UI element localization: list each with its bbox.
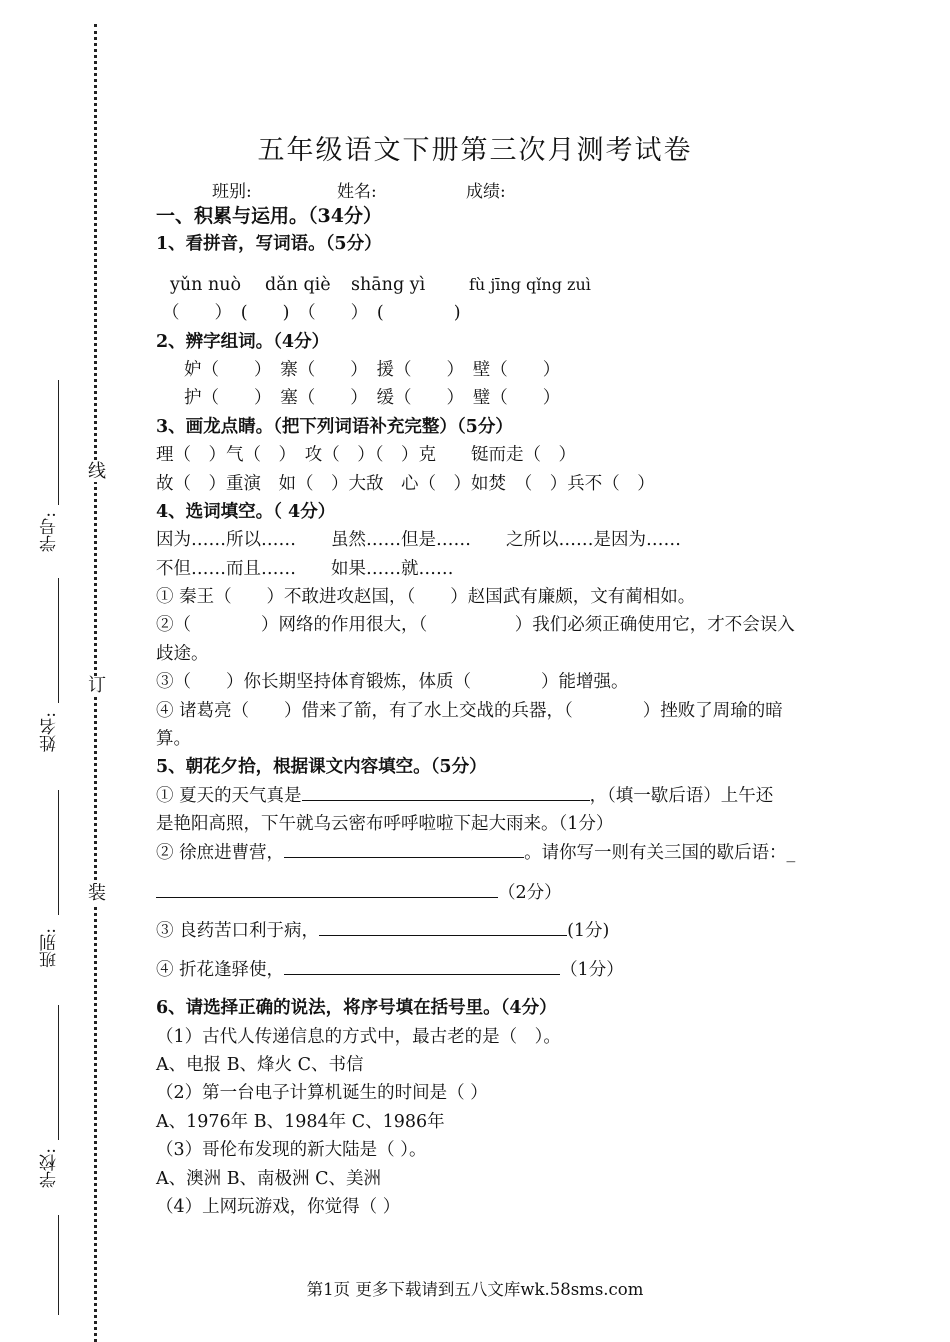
- q5-line1-tail: ，（填一歇后语）上午还: [589, 785, 774, 806]
- q5-blank-1[interactable]: [302, 783, 590, 801]
- binding-char-ding: 订: [88, 675, 106, 696]
- section-heading: 一、积累与运用。（34分）: [156, 205, 382, 227]
- q6-line5: （3）哥伦布发现的新大陆是（ ）。: [156, 1140, 427, 1161]
- pinyin-3: shāng yì: [351, 274, 426, 295]
- class-label: 班别:: [40, 928, 60, 968]
- q3-row2: 故（ ）重演 如（ ）大敌 心（ ）如焚 （ ）兵不（ ）: [156, 473, 655, 494]
- q1-pinyin-row: [156, 271, 836, 299]
- q5-line4-tail: （2分）: [498, 882, 562, 903]
- pinyin-2: dǎn qiè: [265, 274, 331, 295]
- q5-blank-5[interactable]: [284, 957, 560, 975]
- q5-line5-tail: (1分): [567, 921, 610, 942]
- q5-line3-text: ② 徐庶进曹营，: [156, 842, 285, 863]
- q5-line2: 是艳阳高照，下午就乌云密布呼呼啦啦下起大雨来。（1分）: [156, 814, 614, 835]
- q2-title: 2、辨字组词。（4分）: [156, 331, 330, 352]
- class-line: [58, 790, 59, 915]
- q4-sentence3: ③（ ）你长期坚持体育锻炼，体质（ ）能增强。: [156, 672, 629, 693]
- q6-line1: （1）古代人传递信息的方式中，最古老的是（ ）。: [156, 1026, 561, 1047]
- q4-sentence4-cont: 算。: [156, 729, 191, 750]
- q4-sentence1: ① 秦王（ ）不敢进攻赵国，（ ）赵国武有廉颇，文有蔺相如。: [156, 587, 696, 608]
- exam-content: [156, 202, 836, 1221]
- q5-line5: [156, 917, 836, 945]
- binding-char-zhuang: 装: [88, 883, 106, 904]
- q3-title: 3、画龙点睛。（把下列词语补充完整）（5分）: [156, 416, 513, 437]
- binding-char-xian: 线: [88, 461, 106, 482]
- q6-line3: （2）第一台电子计算机诞生的时间是（ ）: [156, 1083, 488, 1104]
- q2-row1: 妒（ ） 寨（ ） 援（ ） 壁（ ）: [184, 359, 561, 380]
- q5-line1-text: ① 夏天的天气真是: [156, 785, 302, 806]
- q5-blank-4[interactable]: [319, 918, 567, 936]
- pinyin-1: yǔn nuò: [170, 274, 242, 295]
- q5-line6: [156, 956, 836, 984]
- q5-line6-tail: （1分）: [560, 959, 624, 980]
- q4-sentence2: ②（ ）网络的作用很大，（ ）我们必须正确使用它，才不会误入: [156, 615, 795, 636]
- name-field-label: 姓名:: [337, 182, 377, 202]
- q5-line6-text: ④ 折花逢驿使，: [156, 959, 285, 980]
- q6-line6: A、澳洲 B、南极洲 C、美洲: [156, 1168, 382, 1189]
- pinyin-4: fù jīng qǐng zuì: [469, 274, 591, 294]
- q2-row2: 护（ ） 塞（ ） 缓（ ） 璧（ ）: [184, 388, 561, 409]
- name-line: [58, 578, 59, 703]
- q4-sentence4: ④ 诸葛亮（ ）借来了箭，有了水上交战的兵器，（ ）挫败了周瑜的暗: [156, 700, 783, 721]
- q5-blank-3[interactable]: [156, 880, 498, 898]
- q5-line1: [156, 782, 836, 810]
- q5-blank-2[interactable]: [284, 840, 524, 858]
- page-footer: 第1页 更多下载请到五八文库wk.58sms.com: [306, 1280, 644, 1299]
- school-label: 学校:: [40, 1148, 60, 1188]
- q1-answer-brackets: （ ） ( ) （ ） ( ): [162, 303, 461, 324]
- q4-title: 4、选词填空。（ 4分）: [156, 501, 336, 522]
- q4-options1: 因为……所以…… 虽然……但是…… 之所以……是因为……: [156, 530, 681, 551]
- q5-line5-text: ③ 良药苦口利于病，: [156, 921, 320, 942]
- q3-row1: 理（ ）气（ ） 攻（ ）（ ）克 铤而走（ ）: [156, 445, 576, 466]
- page-title: 五年级语文下册第三次月测考试卷: [257, 135, 693, 166]
- student-id-label: 学号:: [40, 512, 60, 552]
- student-id-line: [58, 380, 59, 505]
- q5-title: 5、朝花夕拾，根据课文内容填空。（5分）: [156, 757, 487, 778]
- school-line-lower: [58, 1215, 59, 1315]
- school-line: [58, 1005, 59, 1140]
- q6-line2: A、电报 B、烽火 C、书信: [156, 1054, 364, 1075]
- class-field-label: 班别:: [212, 182, 252, 202]
- q6-line7: （4）上网玩游戏，你觉得（ ）: [156, 1196, 401, 1217]
- q6-line4: A、1976年 B、1984年 C、1986年: [156, 1111, 445, 1132]
- q6-title: 6、请选择正确的说法，将序号填在括号里。（4分）: [156, 998, 557, 1019]
- q5-line3: [156, 839, 836, 867]
- q4-sentence2-cont: 歧途。: [156, 643, 209, 664]
- q1-title: 1、看拼音，写词语。（5分）: [156, 234, 382, 255]
- q5-line4: [156, 879, 836, 907]
- score-field-label: 成绩:: [466, 182, 506, 202]
- name-label: 姓名:: [40, 712, 60, 752]
- q5-line3-tail: 。请你写一则有关三国的歇后语：_: [524, 842, 796, 863]
- q4-options2: 不但……而且…… 如果……就……: [156, 558, 454, 579]
